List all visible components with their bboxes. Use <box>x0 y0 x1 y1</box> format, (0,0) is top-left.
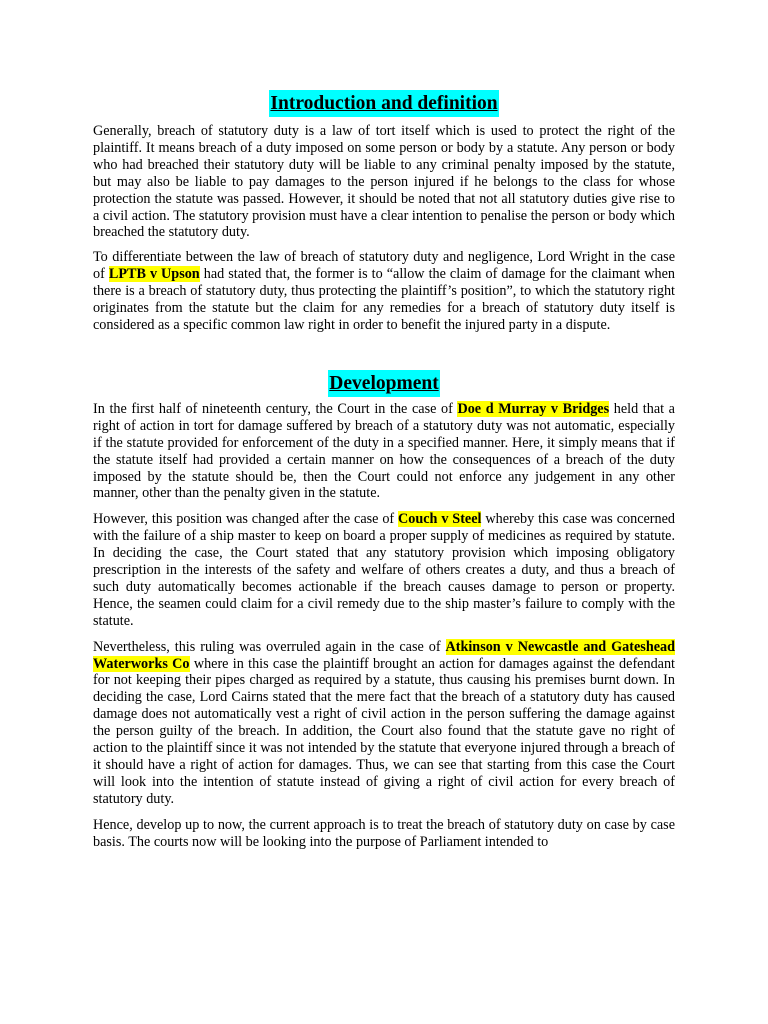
case-name-lptb-v-upson: LPTB v Upson <box>108 266 200 283</box>
development-paragraph-1-text-before: In the first half of nineteenth century, the Court in the case of <box>93 400 458 417</box>
section-heading-wrap <box>93 370 675 397</box>
intro-paragraph-2-text-after: had stated that, the former is to “allow the claim of damage for the claimant when there is a breach of statutory duty, thus protecting the plaintiff’s position”, to which the statutory right originates from the statute but the claim for any remedies for a breach of statutory duty itself is considered as a specific common law right in order to benefit the injured party in a dispute. <box>93 266 675 333</box>
development-paragraph-1 <box>93 401 675 502</box>
development-paragraph-2-text-after: whereby this case was concerned with the failure of a ship master to keep on board a proper supply of medicines as required by statute. In deciding the case, the Court stated that any statutory provision which imposing obligatory prescription in the interests of the safety and welfare of others creates a duty, and thus a breach of such duty automatically becomes actionable if the breach causes damage to person or property. Hence, the seamen could claim for a civil remedy due to the ship master’s failure to comply with the statute. <box>93 511 675 629</box>
development-paragraph-3 <box>93 639 675 808</box>
development-paragraph-2 <box>93 511 675 629</box>
document-page <box>93 86 675 851</box>
case-name-atkinson-v-newcastle: Atkinson v Newcastle and Gateshead Waterworks Co <box>93 638 675 672</box>
development-paragraph-2-text-before: However, this position was changed after the case of <box>93 511 399 528</box>
section-heading-wrap <box>93 90 675 117</box>
case-name-couch-v-steel: Couch v Steel <box>398 511 482 528</box>
intro-paragraph-1: Generally, breach of statutory duty is a law of tort itself which is used to protect the right of the plaintiff. It means breach of a duty imposed on some person or body by a statute. Any person or body who had breached their statutory duty will be liable to any criminal penalty imposed by the statute, but may also be liable to pay damages to the person injured if he belongs to the class for whose protection the statute was passed. However, it should be noted that not all statutory duties give rise to a civil action. The statutory provision must have a clear intention to penalise the person or body which breached the statutory duty. <box>93 123 675 241</box>
case-name-doe-d-murray-v-bridges: Doe d Murray v Bridges <box>457 400 610 417</box>
intro-paragraph-2 <box>93 249 675 334</box>
development-paragraph-1-text-after: held that a right of action in tort for damage suffered by breach of a statutory duty was not automatic, especially if the statute provided for enforcement of the duty in a specified manner. Here, it simply means that if the statute itself had provided a certain manner on how the consequences of a breach of the duty imposed by the statute should be, then the Court could not enforce any judgement in any other manner, other than the penalty given in the statute. <box>93 400 675 502</box>
intro-paragraph-2-text-before: To differentiate between the law of breach of statutory duty and negligence, Lord Wright in the case of <box>93 249 675 283</box>
development-paragraph-3-text-after: where in this case the plaintiff brought an action for damages against the defendant for not keeping their pipes charged as required by a statute, thus causing his premises burnt down. In deciding the case, Lord Cairns stated that the mere fact that the breach of a statutory duty has caused damage does not automatically vest a right of civil action in the person suffering the damage against the person guilty of the breach. In addition, the Court also found that the statute gave no right of action to the plaintiff since it was not intended by the statute that everyone injured through a breach of it should have a right of action for damages. Thus, we can see that starting from this case the Court will look into the intention of statute instead of giving a right of civil action for every breach of statutory duty. <box>93 655 675 807</box>
development-paragraph-3-text-before: Nevertheless, this ruling was overruled again in the case of <box>93 638 446 655</box>
development-paragraph-4: Hence, develop up to now, the current approach is to treat the breach of statutory duty on case by case basis. The courts now will be looking into the purpose of Parliament intended to <box>93 816 675 850</box>
section-heading-development: Development <box>328 370 439 397</box>
section-heading-introduction: Introduction and definition <box>269 90 498 117</box>
